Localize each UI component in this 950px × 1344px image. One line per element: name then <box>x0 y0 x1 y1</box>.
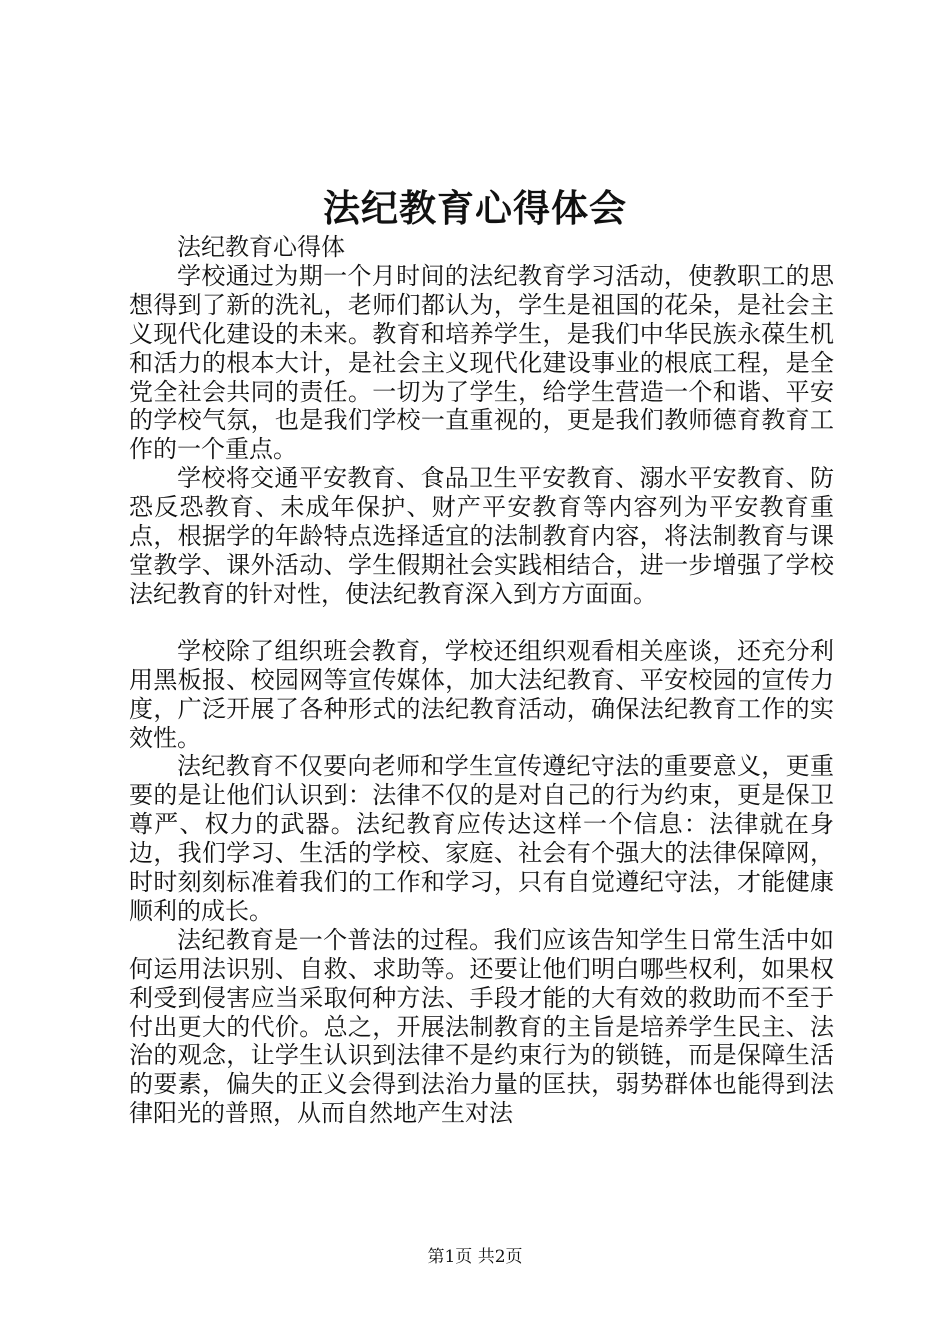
document-title: 法纪教育心得体会 <box>323 186 627 230</box>
document-body <box>129 233 834 1128</box>
paragraph: 法纪教育是一个普法的过程。我们应该告知学生日常生活中如何运用法识别、自救、求助等。还要让他们明白哪些权利，如果权利受到侵害应当采取何种方法、手段才能的大有效的救助而不至于付出更大的代价。总之，开展法制教育的主旨是培养学生民主、法治的观念，让学生认识到法律不是约束行为的锁链，而是保障生活的要素，偏失的正义会得到法治力量的匡扶，弱势群体也能得到法律阳光的普照，从而自然地产生对法 <box>129 925 834 1128</box>
subtitle-line: 法纪教育心得体 <box>177 233 345 261</box>
page-footer: 第1页 共2页 <box>427 1247 523 1267</box>
paragraph: 学校除了组织班会教育，学校还组织观看相关座谈，还充分利用黑板报、校园网等宣传媒体，加大法纪教育、平安校园的宣传力度，广泛开展了各种形式的法纪教育活动，确保法纪教育工作的实效性。 <box>129 636 834 752</box>
paragraph: 学校将交通平安教育、食品卫生平安教育、溺水平安教育、防恐反恐教育、未成年保护、财产平安教育等内容列为平安教育重点，根据学的年龄特点选择适宜的法制教育内容，将法制教育与课堂教学、课外活动、学生假期社会实践相结合，进一步增强了学校法纪教育的针对性，使法纪教育深入到方方面面。 <box>129 464 834 608</box>
paragraph: 学校通过为期一个月时间的法纪教育学习活动，使教职工的思想得到了新的洗礼，老师们都认为，学生是祖国的花朵，是社会主义现代化建设的未来。教育和培养学生，是我们中华民族永葆生机和活力的根本大计，是社会主义现代化建设事业的根底工程，是全党全社会共同的责任。一切为了学生，给学生营造一个和谐、平安的学校气氛，也是我们学校一直重视的，更是我们教师德育教育工作的一个重点。 <box>129 261 834 464</box>
paragraph: 法纪教育不仅要向老师和学生宣传遵纪守法的重要意义，更重要的是让他们认识到：法律不仅的是对自己的行为约束，更是保卫尊严、权力的武器。法纪教育应传达这样一个信息：法律就在身边，我们学习、生活的学校、家庭、社会有个强大的法律保障网，时时刻刻标准着我们的工作和学习，只有自觉遵纪守法，才能健康顺利的成长。 <box>129 752 834 925</box>
